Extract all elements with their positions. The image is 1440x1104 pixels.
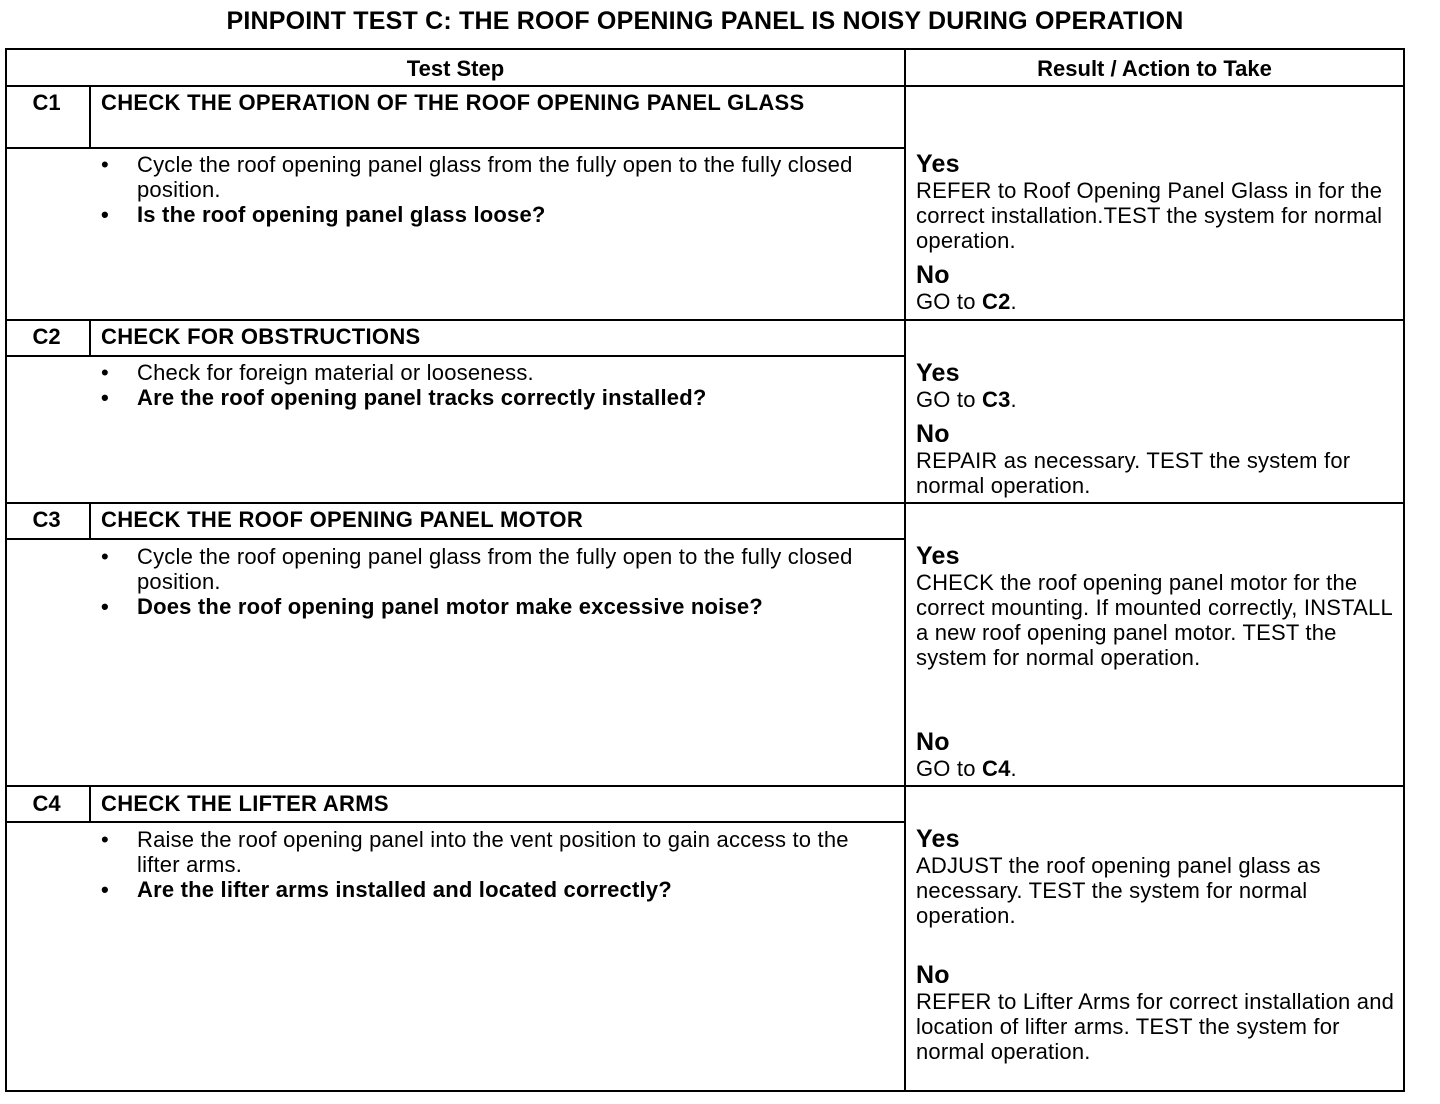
result-block-no xyxy=(916,728,1406,781)
no-action: REPAIR as necessary. TEST the system for normal operation. xyxy=(916,448,1351,498)
result-block xyxy=(916,542,1406,670)
yes-action: CHECK the roof opening panel motor for the correct mounting. If mounted correctly, INSTALL a new roof opening panel motor. TEST the system for normal operation. xyxy=(916,570,1393,670)
step-heading-divider xyxy=(7,147,904,149)
bullet-item: • Cycle the roof opening panel glass from the fully open to the fully closed position. xyxy=(101,544,853,594)
header-test-step: Test Step xyxy=(406,56,505,81)
step-number-divider xyxy=(89,787,91,823)
step-number-divider xyxy=(89,321,91,357)
bullet-item: • Raise the roof opening panel into the vent position to gain access to the lifter arms. xyxy=(101,827,849,877)
step-number: C3 xyxy=(32,507,61,532)
no-action: GO to C4. xyxy=(916,756,1017,781)
yes-label: Yes xyxy=(916,825,960,853)
no-label: No xyxy=(916,261,950,289)
bullet-question: • Does the roof opening panel motor make excessive noise? xyxy=(101,594,763,619)
step-link: C4 xyxy=(982,756,1011,781)
step-number: C2 xyxy=(32,324,61,349)
step-bullets xyxy=(101,827,891,902)
step-number: C1 xyxy=(32,90,61,115)
no-label: No xyxy=(916,961,950,989)
step-heading-divider xyxy=(7,821,904,823)
header-divider xyxy=(7,85,1403,87)
step-heading: CHECK THE OPERATION OF THE ROOF OPENING PANEL GLASS xyxy=(101,90,805,115)
step-number: C4 xyxy=(32,791,61,816)
step-heading: CHECK FOR OBSTRUCTIONS xyxy=(101,324,421,349)
bullet-question: • Are the roof opening panel tracks correctly installed? xyxy=(101,385,707,410)
step-bullets xyxy=(101,544,891,619)
header-result: Result / Action to Take xyxy=(1037,56,1272,81)
step-heading-divider xyxy=(7,355,904,357)
yes-label: Yes xyxy=(916,542,960,570)
no-label: No xyxy=(916,728,950,756)
step-heading: CHECK THE LIFTER ARMS xyxy=(101,791,389,816)
yes-label: Yes xyxy=(916,359,960,387)
result-block xyxy=(916,359,1406,498)
bullet-item: • Cycle the roof opening panel glass from the fully open to the fully closed position. xyxy=(101,152,853,202)
yes-action: ADJUST the roof opening panel glass as necessary. TEST the system for normal operation. xyxy=(916,853,1321,928)
row-divider xyxy=(7,319,1403,321)
yes-label: Yes xyxy=(916,150,960,178)
bullet-question: • Is the roof opening panel glass loose? xyxy=(101,202,546,227)
yes-action: GO to C3. xyxy=(916,387,1017,412)
step-number-divider xyxy=(89,87,91,149)
result-block xyxy=(916,150,1406,314)
row-divider xyxy=(7,502,1403,504)
no-action: REFER to Lifter Arms for correct installation and location of lifter arms. TEST the system for normal operation. xyxy=(916,989,1395,1064)
result-block xyxy=(916,825,1406,928)
step-link: C3 xyxy=(982,387,1011,412)
step-heading-divider xyxy=(7,538,904,540)
step-bullets xyxy=(101,152,891,227)
no-action: GO to C2. xyxy=(916,289,1017,314)
row-divider xyxy=(7,785,1403,787)
step-heading: CHECK THE ROOF OPENING PANEL MOTOR xyxy=(101,507,584,532)
result-block-no xyxy=(916,961,1406,1064)
bullet-item: • Check for foreign material or looseness. xyxy=(101,360,534,385)
column-divider xyxy=(904,50,906,1090)
step-link: C2 xyxy=(982,289,1011,314)
step-number-divider xyxy=(89,504,91,540)
no-label: No xyxy=(916,420,950,448)
yes-action: REFER to Roof Opening Panel Glass in for the correct installation.TEST the system for normal operation. xyxy=(916,178,1383,253)
step-bullets xyxy=(101,360,891,410)
page-title: PINPOINT TEST C: THE ROOF OPENING PANEL IS NOISY DURING OPERATION xyxy=(226,7,1184,35)
bullet-question: • Are the lifter arms installed and located correctly? xyxy=(101,877,672,902)
